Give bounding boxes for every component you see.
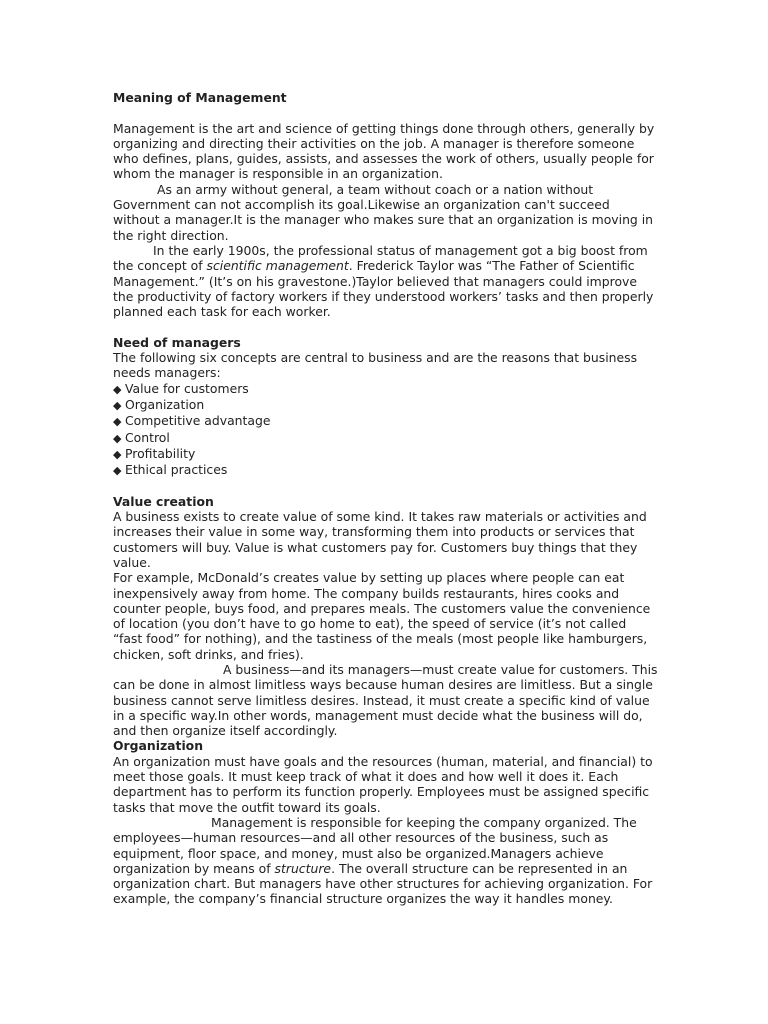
- list-item: [113, 397, 658, 413]
- list-item: [113, 381, 658, 397]
- intro-paragraph-2: As an army without general, a team without coach or a nation without Government can not accomplish its goal.Likewise an organization can't succeed without a manager.It is the manager who makes sure that an organization is moving in the right direction.: [113, 181, 654, 243]
- value-paragraph-1: A business exists to create value of some kind. It takes raw materials or activities and increases their value in some way, transforming them into products or services that customers will buy. Value is what customers pay for. Customers buy things that they value.: [113, 509, 647, 570]
- org-p2-text-start: Management is responsible for keeping the company organized. The employees—human resources—and all other resources of the business, such as equipment, floor space, and money, must also be organized.Managers achieve organization by means of: [113, 814, 637, 876]
- intro-paragraph-3: [113, 243, 658, 319]
- section-heading-need: Need of managers: [113, 334, 241, 350]
- need-intro: The following six concepts are central to business and are the reasons that business needs managers:: [113, 350, 638, 381]
- diamond-bullet-icon: ◆: [113, 415, 122, 429]
- diamond-bullet-icon: ◆: [113, 464, 122, 478]
- list-item: [113, 446, 658, 462]
- page-title: Meaning of Management: [113, 90, 287, 105]
- org-p2-emphasis: structure: [274, 860, 332, 876]
- list-item-label: Control: [125, 429, 170, 445]
- list-item: [113, 462, 658, 478]
- need-bullet-list: [113, 381, 658, 479]
- diamond-bullet-icon: ◆: [113, 398, 122, 412]
- value-paragraph-2: For example, McDonald’s creates value by setting up places where people can eat inexpensively away from home. The company builds restaurants, hires cooks and counter people, buys food, and prepares meals. The customers value the convenience of location (you don’t have to go home to eat), the speed of service (it’s not called “fast food” for nothing), and the tastiness of the meals (most people like hamburgers, chicken, soft drinks, and fries).: [113, 570, 651, 662]
- list-item-label: Profitability: [125, 445, 196, 461]
- organization-paragraph-1: An organization must have goals and the resources (human, material, and financial) to meet those goals. It must keep track of what it does and how well it does it. Each department has to perform its function properly. Employees must be assigned specific tasks that move the outfit toward its goals.: [113, 753, 653, 815]
- list-item: [113, 430, 658, 446]
- document-page: [113, 90, 658, 907]
- list-item-label: Ethical practices: [125, 462, 228, 478]
- spacer: [113, 319, 658, 334]
- organization-paragraph-2: [113, 815, 658, 907]
- list-item: [113, 413, 658, 429]
- org-p2-text-end: . The overall structure can be represented in an organization chart. But managers have other structures for achieving organization. For example, the company’s financial structure organizes the way it handles money.: [113, 860, 653, 907]
- section-heading-value-creation: Value creation: [113, 493, 214, 509]
- list-item-label: Competitive advantage: [125, 413, 271, 429]
- intro-p3-text-end: . Frederick Taylor was “The Father of Scientific Management.” (It’s on his gravestone.)Taylor believed that managers could improve the productivity of factory workers if they understood workers’ tasks and then properly planned each task for each worker.: [113, 258, 654, 320]
- intro-paragraph-1: Management is the art and science of getting things done through others, generally by organizing and directing their activities on the job. A manager is therefore someone who defines, plans, guides, assists, and assesses the work of others, usually people for whom the manager is responsible in an organization.: [113, 120, 655, 182]
- diamond-bullet-icon: ◆: [113, 431, 122, 445]
- intro-p3-emphasis: scientific management: [206, 258, 349, 274]
- section-heading-organization: Organization: [113, 738, 204, 754]
- list-item-label: Organization: [125, 396, 205, 412]
- intro-p3-text-start: In the early 1900s, the professional status of management got a big boost from the concept of: [113, 242, 648, 274]
- diamond-bullet-icon: ◆: [113, 382, 122, 396]
- list-item-label: Value for customers: [125, 380, 249, 396]
- value-paragraph-3: A business—and its managers—must create value for customers. This can be done in almost limitless ways because human desires are limitless. But a single business cannot serve limitless desires. Instead, it must create a specific kind of value in a specific way.In other words, management must decide what the business will do, and then organize itself accordingly.: [113, 661, 658, 739]
- diamond-bullet-icon: ◆: [113, 447, 122, 461]
- spacer: [113, 478, 658, 493]
